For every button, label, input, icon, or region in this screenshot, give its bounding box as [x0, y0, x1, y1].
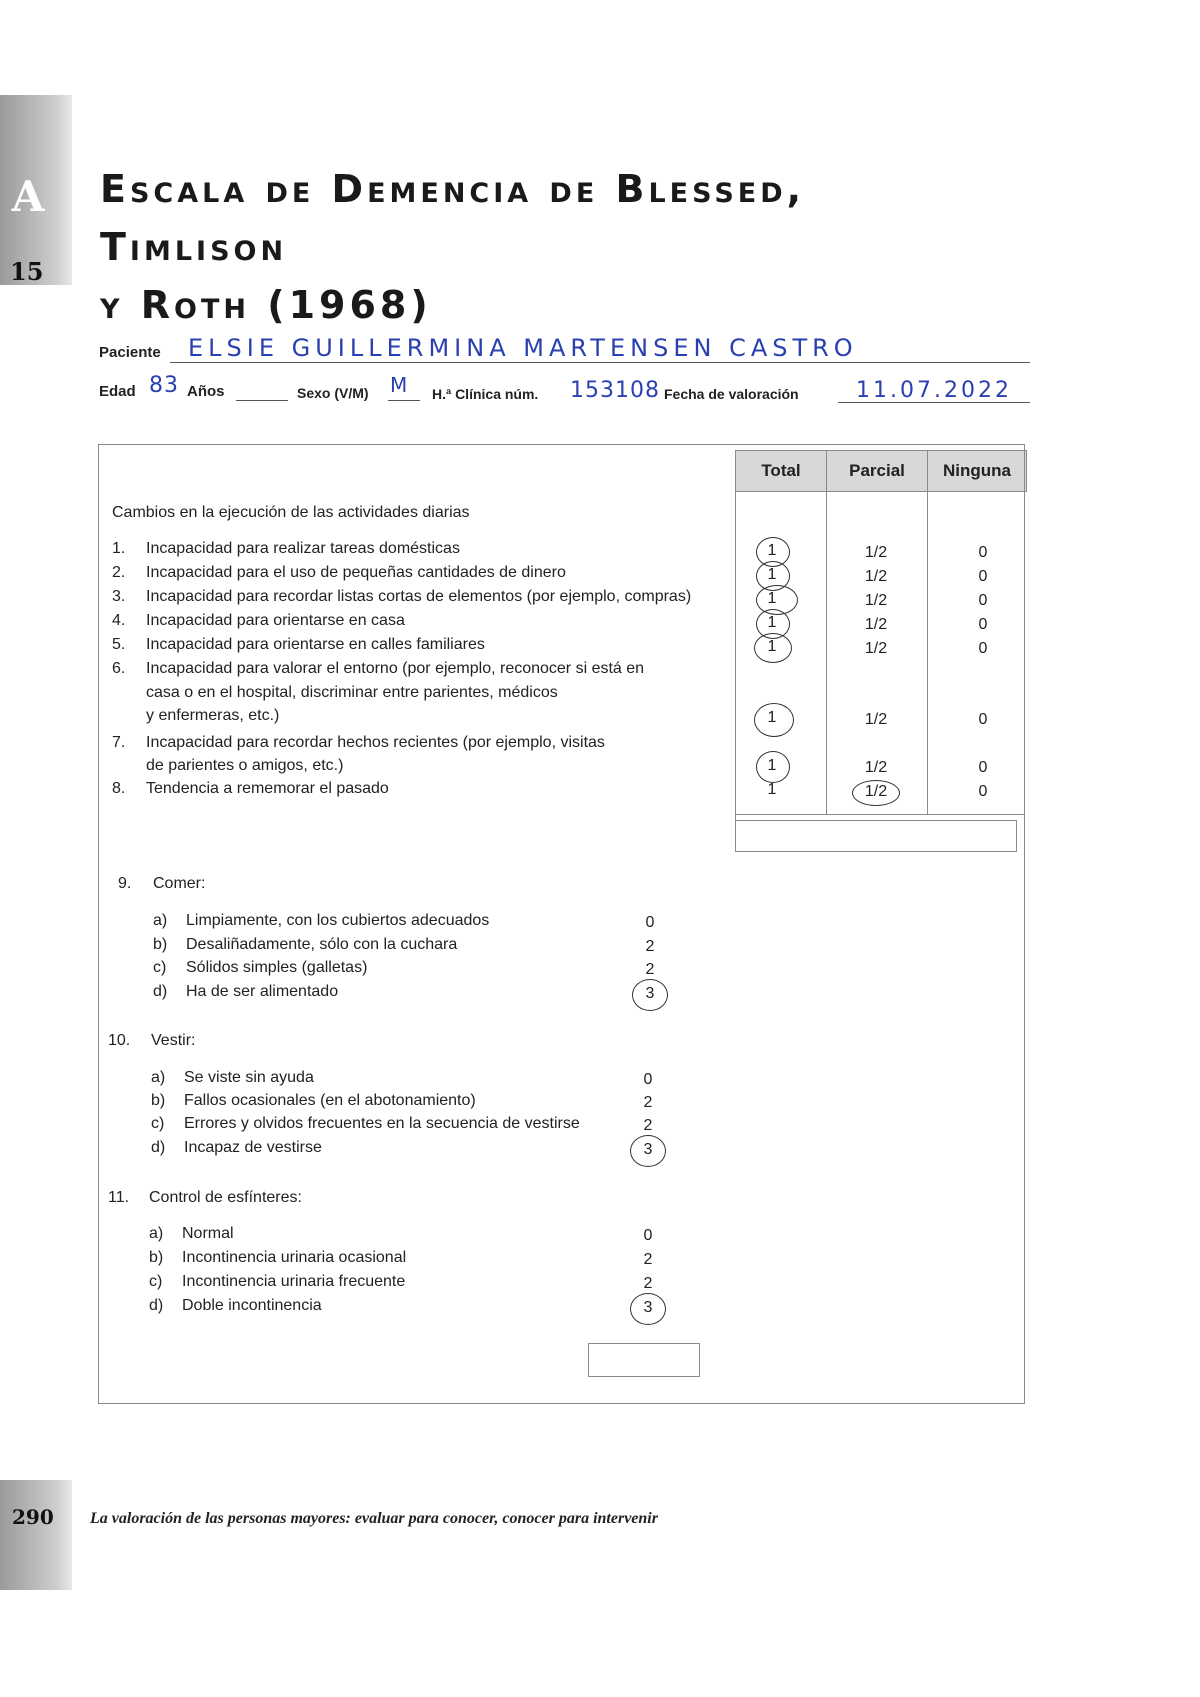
item-number: 6. [112, 660, 126, 677]
option-text: Ha de ser alimentado [186, 983, 339, 1000]
parcial-score[interactable]: 1/2 [864, 592, 888, 609]
title-line-1: Escala de Demencia de Blessed, Timlison [100, 167, 806, 269]
option-key: a) [151, 1069, 166, 1086]
parcial-score[interactable]: 1/2 [864, 783, 888, 800]
section-title: Cambios en la ejecución de las actividades diarias [112, 504, 470, 521]
item-text: casa o en el hospital, discriminar entre parientes, médicos [146, 684, 558, 701]
item-text: Incapacidad para valorar el entorno (por ejemplo, reconocer si está en [146, 660, 645, 677]
item-number: 2. [112, 564, 126, 581]
option-key: b) [153, 936, 168, 953]
item-text: Incapacidad para recordar hechos recientes (por ejemplo, visitas [146, 734, 605, 751]
option-key: d) [149, 1297, 164, 1314]
header-ninguna: Ninguna [927, 450, 1027, 492]
sexo-underline [388, 400, 420, 401]
section-number: 11. [108, 1189, 130, 1206]
item-text: Incapacidad para el uso de pequeñas cantidades de dinero [146, 564, 566, 581]
option-score[interactable]: 2 [645, 961, 655, 978]
ninguna-score[interactable]: 0 [978, 568, 988, 585]
option-text: Desaliñadamente, sólo con la cuchara [186, 936, 458, 953]
option-text: Se viste sin ayuda [184, 1069, 314, 1086]
header-parcial: Parcial [826, 450, 928, 492]
footer-tab [0, 1480, 72, 1590]
option-text: Sólidos simples (galletas) [186, 959, 368, 976]
ninguna-score[interactable]: 0 [978, 640, 988, 657]
total-score[interactable]: 1 [767, 781, 777, 798]
selection-circle [754, 633, 792, 663]
option-score[interactable]: 2 [643, 1251, 653, 1268]
parcial-score[interactable]: 1/2 [864, 544, 888, 561]
item-text: Incapacidad para recordar listas cortas de elementos (por ejemplo, compras) [146, 588, 692, 605]
option-score[interactable]: 2 [645, 938, 655, 955]
col-line-2 [826, 450, 827, 815]
total-score[interactable]: 1 [767, 566, 777, 583]
item-number: 8. [112, 780, 126, 797]
title-line-2: y Roth (1968) [100, 283, 432, 327]
total-score[interactable]: 1 [767, 757, 777, 774]
option-key: c) [149, 1273, 163, 1290]
option-score[interactable]: 2 [643, 1275, 653, 1292]
selection-circle [756, 751, 790, 783]
option-key: c) [153, 959, 167, 976]
footer-caption: La valoración de las personas mayores: evaluar para conocer, conocer para intervenir [90, 1510, 658, 1527]
section-letter: A [11, 172, 45, 221]
option-text: Doble incontinencia [182, 1297, 322, 1314]
sexo-value[interactable]: M [390, 373, 409, 397]
option-text: Incapaz de vestirse [184, 1139, 322, 1156]
item-text: Incapacidad para orientarse en calles familiares [146, 636, 485, 653]
item-number: 1. [112, 540, 126, 557]
item-number: 4. [112, 612, 126, 629]
total-score[interactable]: 1 [767, 638, 777, 655]
col-line-3 [927, 450, 928, 815]
selection-circle [632, 979, 668, 1011]
ninguna-score[interactable]: 0 [978, 759, 988, 776]
ninguna-score[interactable]: 0 [978, 592, 988, 609]
option-key: d) [153, 983, 168, 1000]
selection-circle [630, 1293, 666, 1325]
item-number: 3. [112, 588, 126, 605]
col-line-4 [1024, 450, 1025, 815]
page-title [100, 160, 1000, 334]
section-heading: Control de esfínteres: [149, 1189, 302, 1206]
ninguna-score[interactable]: 0 [978, 783, 988, 800]
section-heading: Vestir: [151, 1032, 196, 1049]
paciente-value[interactable]: ELSIE GUILLERMINA MARTENSEN CASTRO [188, 334, 858, 362]
parcial-score[interactable]: 1/2 [864, 711, 888, 728]
section-heading: Comer: [153, 875, 206, 892]
total-score[interactable]: 1 [767, 614, 777, 631]
option-text: Incontinencia urinaria frecuente [182, 1273, 406, 1290]
anos-underline [236, 400, 288, 401]
ninguna-score[interactable]: 0 [978, 711, 988, 728]
section-number: 10. [108, 1032, 131, 1049]
parcial-score[interactable]: 1/2 [864, 616, 888, 633]
option-score[interactable]: 0 [645, 914, 655, 931]
parcial-score[interactable]: 1/2 [864, 759, 888, 776]
option-score[interactable]: 2 [643, 1117, 653, 1134]
table-bottom-line [735, 814, 1025, 815]
parcial-score[interactable]: 1/2 [864, 640, 888, 657]
parcial-score[interactable]: 1/2 [864, 568, 888, 585]
col-line-1 [735, 450, 736, 823]
ninguna-score[interactable]: 0 [978, 616, 988, 633]
selection-circle [630, 1135, 666, 1167]
edad-label: Edad [99, 383, 136, 400]
option-key: d) [151, 1139, 166, 1156]
item-text: y enfermeras, etc.) [146, 707, 280, 724]
option-key: a) [149, 1225, 164, 1242]
total-score[interactable]: 1 [767, 709, 777, 726]
hc-label: H.ª Clínica núm. [432, 386, 539, 402]
selection-circle [852, 780, 900, 806]
item-number: 5. [112, 636, 126, 653]
header-total: Total [735, 450, 827, 492]
option-key: b) [151, 1092, 166, 1109]
option-text: Limpiamente, con los cubiertos adecuados [186, 912, 490, 929]
option-text: Normal [182, 1225, 234, 1242]
item-text: Incapacidad para orientarse en casa [146, 612, 405, 629]
score-box[interactable] [588, 1343, 700, 1377]
item-number: 7. [112, 734, 126, 751]
option-score[interactable]: 2 [643, 1094, 653, 1111]
section-number: 15 [10, 257, 44, 286]
option-score[interactable]: 0 [643, 1227, 653, 1244]
item-text: de parientes o amigos, etc.) [146, 757, 344, 774]
section-number: 9. [118, 875, 132, 892]
option-key: b) [149, 1249, 164, 1266]
page-number: 290 [12, 1505, 54, 1529]
option-text: Incontinencia urinaria ocasional [182, 1249, 407, 1266]
paciente-underline [170, 362, 1030, 363]
item-text: Tendencia a rememorar el pasado [146, 780, 389, 797]
edad-value[interactable]: 83 [149, 373, 179, 398]
option-key: a) [153, 912, 168, 929]
total-score[interactable]: 1 [767, 542, 777, 559]
ninguna-score[interactable]: 0 [978, 544, 988, 561]
option-score[interactable]: 3 [645, 985, 655, 1002]
option-score[interactable]: 3 [643, 1141, 653, 1158]
sexo-label: Sexo (V/M) [297, 385, 369, 401]
option-text: Fallos ocasionales (en el abotonamiento) [184, 1092, 476, 1109]
total-score[interactable]: 1 [767, 590, 777, 607]
subtotal-box[interactable] [735, 820, 1017, 852]
option-score[interactable]: 3 [643, 1299, 653, 1316]
paciente-label: Paciente [99, 344, 161, 361]
fecha-value[interactable]: 11.07.2022 [856, 378, 1012, 403]
option-score[interactable]: 0 [643, 1071, 653, 1088]
fecha-label: Fecha de valoración [664, 386, 799, 402]
anos-label: Años [187, 383, 225, 400]
item-text: Incapacidad para realizar tareas domésticas [146, 540, 460, 557]
option-text: Errores y olvidos frecuentes en la secuencia de vestirse [184, 1115, 580, 1132]
hc-value[interactable]: 153108 [570, 378, 660, 403]
selection-circle [754, 703, 794, 737]
option-key: c) [151, 1115, 165, 1132]
